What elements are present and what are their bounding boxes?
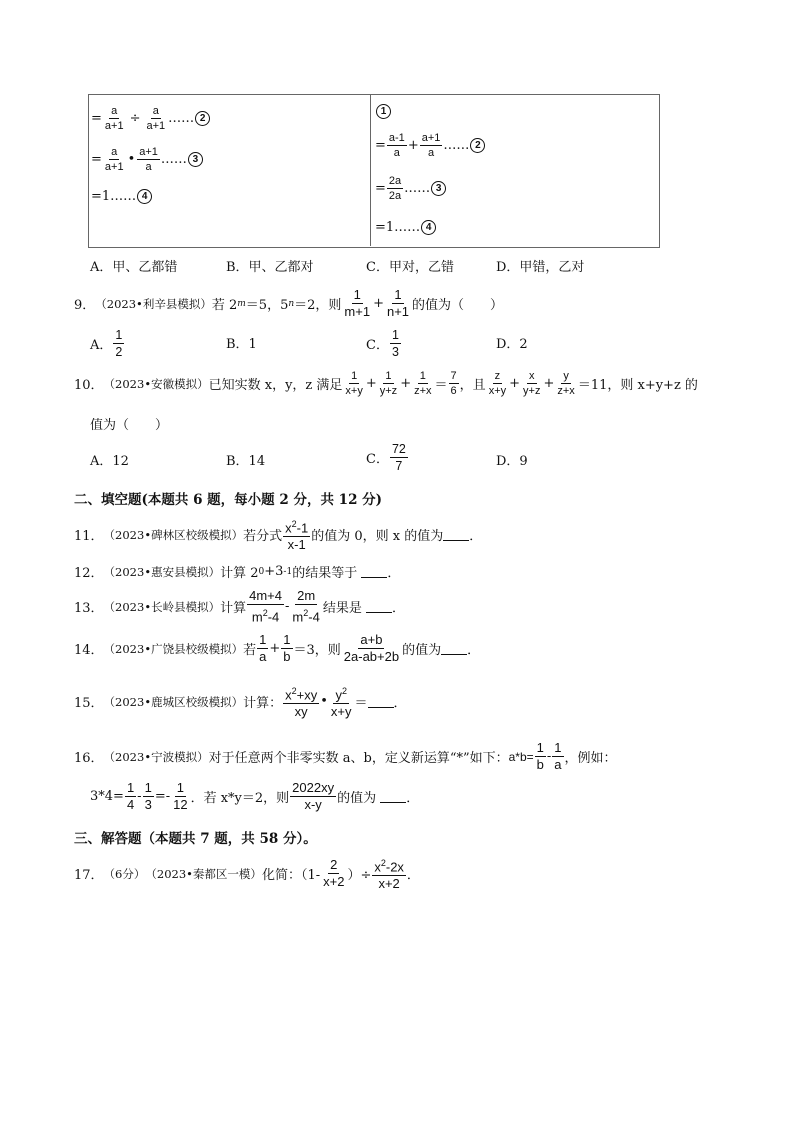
question-10: 10． （2023•安徽模拟） 已知实数 x，y，z 满足 $\frac{1}{x+y}$ + $\frac{1}{y+z}$ + $\frac{1}{z+x}$ ＝ $\frac{7}{6}$ ，且 $\frac{z}{x+y}$ + $\frac{x}{y+z}$ + $\frac{y}{z+x}$ ＝11，则 x+y+z 的 [74, 370, 698, 397]
question-16-line2: 3*4= $\frac{1}{4}$ - $\frac{1}{3}$ =- $\frac{1}{12}$ ．若 x*y＝2，则 $\frac{2022xy}{x-y}$ 的值为 ． [90, 780, 420, 812]
q9-option-d[interactable]: D．2 [496, 337, 528, 352]
q9-option-c[interactable]: C． $\frac{1}{3}$ [366, 328, 399, 359]
table-divider [370, 94, 371, 246]
q8-option-c[interactable]: C．甲对，乙错 [366, 260, 454, 275]
question-13: 13． （2023•长岭县模拟） 计算 $\frac{4m+4}{m^2-4}$ - $\frac{2m}{m^2-4}$ 结果是 ． [74, 588, 406, 625]
answer-blank[interactable] [368, 695, 394, 708]
left-row-1: = $\frac{a}{a+1}$ ÷ $\frac{a}{a+1}$ …… 2 [91, 104, 210, 133]
q9-option-b[interactable]: B．1 [226, 337, 257, 352]
q10-line2: 值为（ ） [90, 418, 169, 433]
answer-blank[interactable] [361, 565, 387, 578]
question-14: 14． （2023•广饶县校级模拟） 若 $\frac{1}{a}$ + $\frac{1}{b}$ ＝3，则 $\frac{a+b}{2a-ab+2b}$ 的值为 ． [74, 632, 481, 664]
q10-option-c[interactable]: C． $\frac{72}{7}$ [366, 442, 406, 473]
right-row-4: =1 …… 4 [375, 220, 436, 235]
right-row-1 [375, 104, 391, 119]
step-circle-3: 3 [188, 152, 203, 167]
section-2-heading: 二、填空题(本题共 6 题，每小题 2 分，共 12 分) [74, 492, 383, 508]
question-16-line1: 16． （2023•宁波模拟） 对于任意两个非零实数 a、b，定义新运算“*”如下： a*b= $\frac{1}{b}$ - $\frac{1}{a}$ ，例如： [74, 740, 617, 772]
answer-blank[interactable] [443, 528, 469, 541]
step-circle-2: 2 [470, 138, 485, 153]
q8-option-d[interactable]: D．甲错，乙对 [496, 260, 585, 275]
step-circle-1: 1 [376, 104, 391, 119]
q8-option-b[interactable]: B．甲、乙都对 [226, 260, 314, 275]
question-17: 17． （6分） （2023•秦都区一模） 化简：（1- $\frac{2}{x+2}$ ）÷ $\frac{x^2-2x}{x+2}$ ． [74, 855, 420, 892]
question-12: 12． （2023•惠安县模拟） 计算 2 0 +3 -1 的结果等于 ． [74, 564, 401, 581]
step-circle-4: 4 [421, 220, 436, 235]
answer-blank[interactable] [366, 600, 392, 613]
left-row-2: = $\frac{a}{a+1}$ • $\frac{a+1}{a}$ …… 3 [91, 145, 203, 174]
question-9: 9． （2023•利辛县模拟） 若 2 m ＝5，5 n ＝2，则 $\frac{1}{m+1}$ + $\frac{1}{n+1}$ 的值为（ ） [74, 287, 504, 319]
section-3-heading: 三、解答题（本题共 7 题，共 58 分）。 [74, 831, 317, 847]
left-row-3: =1 …… 4 [91, 189, 152, 204]
step-circle-3: 3 [431, 181, 446, 196]
answer-blank[interactable] [441, 642, 467, 655]
question-15: 15． （2023•鹿城区校级模拟） 计算： $\frac{x^2+xy}{xy}$ • $\frac{y^2}{x+y}$ ＝ ． [74, 683, 407, 720]
q8-option-a[interactable]: A．甲、乙都错 [90, 260, 178, 275]
q10-option-b[interactable]: B．14 [226, 454, 266, 469]
question-11: 11． （2023•碑林区校级模拟） 若分式 $\frac{x^2-1}{x-1}$ 的值为 0，则 x 的值为 ． [74, 516, 482, 553]
q10-option-d[interactable]: D．9 [496, 454, 528, 469]
q9-option-a[interactable]: A． $\frac{1}{2}$ [90, 328, 123, 359]
step-circle-2: 2 [195, 111, 210, 126]
q10-option-a[interactable]: A．12 [90, 454, 129, 469]
answer-blank[interactable] [380, 790, 406, 803]
step-circle-4: 4 [137, 189, 152, 204]
right-row-3: = $\frac{2a}{2a}$ …… 3 [375, 174, 446, 203]
right-row-2: = $\frac{a-1}{a}$ + $\frac{a+1}{a}$ …… 2 [375, 131, 485, 160]
